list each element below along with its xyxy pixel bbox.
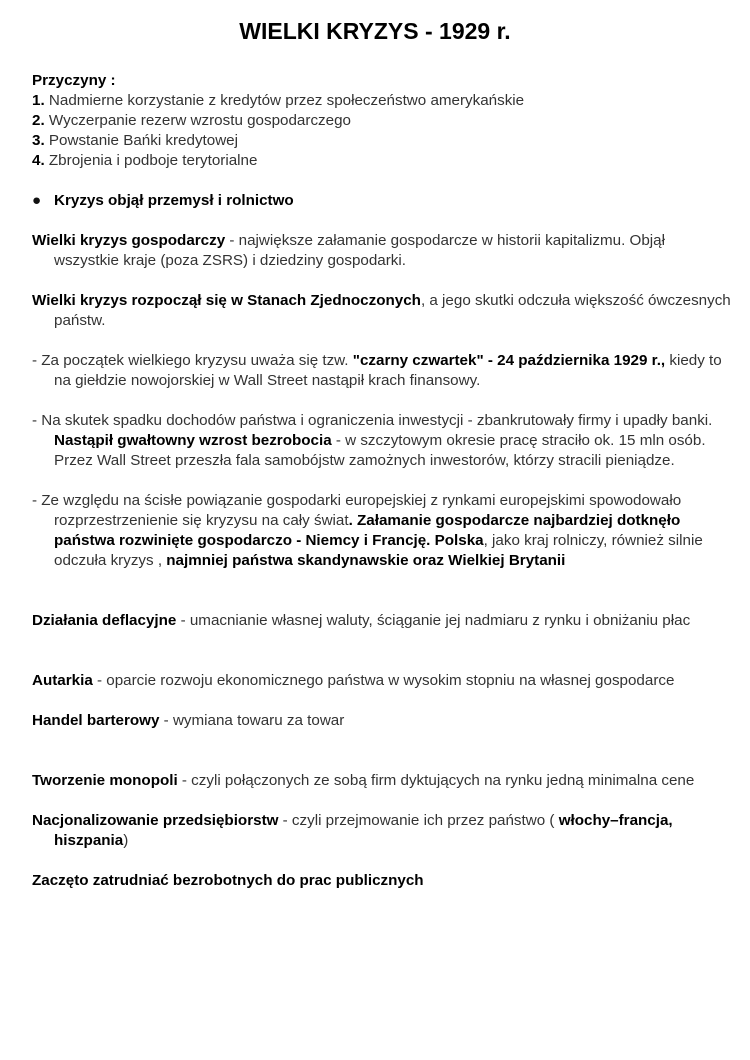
definition-term: Handel barterowy xyxy=(32,712,160,729)
definition-barter xyxy=(32,711,732,731)
definition-text: ) xyxy=(123,832,129,849)
paragraph-text: - Za początek wielkiego kryzysu uważa się tzw. xyxy=(32,352,353,369)
definition-deflation xyxy=(32,611,732,631)
paragraph-text: , a jego skutki odczuła większość ówczesnych państw. xyxy=(54,292,731,329)
cause-number: 1. xyxy=(32,92,45,109)
bold-term: Wielki kryzys rozpoczął się w Stanach Zjednoczonych xyxy=(32,292,421,309)
paragraph-text: - w szczytowym okresie pracę straciło ok. 15 mln osób. Przez Wall Street przeszła fala samobójstw zamożnych inwestorów, którzy stracili pieniądze. xyxy=(54,432,706,469)
definition-text: - umacnianie własnej waluty, ściąganie jej nadmiaru z rynku i obniżaniu płac xyxy=(176,612,691,629)
bold-term: Wielki kryzys gospodarczy xyxy=(32,232,226,249)
bold-term: "czarny czwartek" - 24 października 1929 r., xyxy=(352,352,666,369)
cause-number: 3. xyxy=(32,132,45,149)
definition-text: - wymiana towaru za towar xyxy=(159,712,345,729)
definition-text: - oparcie rozwoju ekonomicznego państwa w wysokim stopniu na własnej gospodarce xyxy=(92,672,675,689)
paragraph-definition-crisis xyxy=(32,231,732,271)
paragraph-text: - Na skutek spadku dochodów państwa i ograniczenia inwestycji - zbankrutowały firmy i upadły banki. xyxy=(32,412,713,429)
bold-term: Nastąpił gwałtowny wzrost bezrobocia xyxy=(54,432,332,449)
paragraph-text: - Ze względu na ścisłe powiązanie gospodarki europejskiej z rynkami europejskimi spowodowało rozprzestrzenienie się kryzysu na cały świat xyxy=(32,492,682,529)
definition-term: Nacjonalizowanie przedsiębiorstw xyxy=(32,812,279,829)
definition-text: - czyli połączonych ze sobą firm dyktujących na rynku jedną minimalna cene xyxy=(177,772,695,789)
cause-text: Nadmierne korzystanie z kredytów przez społeczeństwo amerykańskie xyxy=(48,92,525,109)
bold-term: . Załamanie gospodarcze najbardziej dotknęło państwa rozwinięte gospodarczo - Niemcy i Francję. xyxy=(54,512,681,549)
definition-monopoly xyxy=(32,771,732,791)
paragraph-text: kiedy to na giełdzie nowojorskiej w Wall Street nastąpił krach finansowy. xyxy=(54,352,722,389)
cause-item xyxy=(32,111,732,131)
cause-text: Wyczerpanie rezerw wzrostu gospodarczego xyxy=(48,112,351,129)
definition-term: Działania deflacyjne xyxy=(32,612,177,629)
paragraph-text: , jako kraj rolniczy, również silnie odczuła kryzys , xyxy=(54,532,703,569)
cause-text: Powstanie Bańki kredytowej xyxy=(48,132,239,149)
definition-term: Autarkia xyxy=(32,672,93,689)
paragraph-black-thursday xyxy=(32,351,732,391)
public-works-statement: Zaczęto zatrudniać bezrobotnych do prac publicznych xyxy=(32,872,424,889)
paragraph-text: - największe załamanie gospodarcze w historii kapitalizmu. Objął wszystkie kraje (poza ZSRS) i dziedziny gospodarki. xyxy=(54,232,665,269)
paragraph-unemployment xyxy=(32,411,732,471)
cause-item xyxy=(32,131,732,151)
paragraph-europe-spread xyxy=(32,491,732,571)
bold-term: Polska xyxy=(434,532,484,549)
cause-number: 2. xyxy=(32,112,45,129)
bold-term: włochy–francja, hiszpania xyxy=(54,812,673,849)
bullet-text: Kryzys objął przemysł i rolnictwo xyxy=(54,192,294,209)
cause-item xyxy=(32,91,732,111)
bold-term: najmniej państwa skandynawskie oraz Wielkiej Brytanii xyxy=(166,552,566,569)
causes-heading: Przyczyny : xyxy=(32,72,116,89)
bullet-dot-icon: ● xyxy=(32,192,42,209)
bullet-item xyxy=(32,191,732,211)
definition-text: - czyli przejmowanie ich przez państwo ( xyxy=(278,812,555,829)
definition-autarky xyxy=(32,671,732,691)
definition-nationalization xyxy=(32,811,732,851)
causes-section xyxy=(32,71,732,171)
cause-text: Zbrojenia i podboje terytorialne xyxy=(48,152,258,169)
paragraph-usa-origin xyxy=(32,291,732,331)
page-title: WIELKI KRYZYS - 1929 r. xyxy=(239,18,511,44)
document-page xyxy=(32,16,732,891)
cause-number: 4. xyxy=(32,152,45,169)
cause-item xyxy=(32,151,732,171)
definition-term: Tworzenie monopoli xyxy=(32,772,178,789)
